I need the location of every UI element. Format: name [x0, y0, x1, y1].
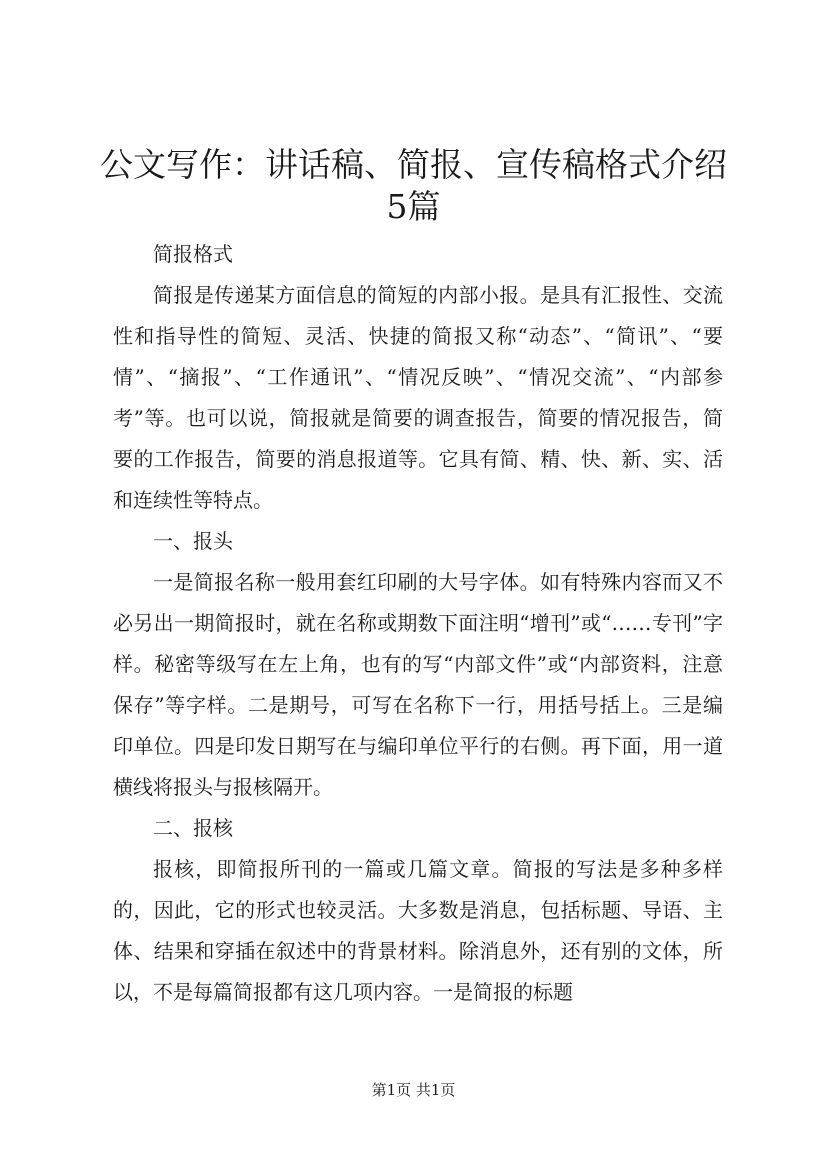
- paragraph-intro: 简报是传递某方面信息的简短的内部小报。是具有汇报性、交流性和指导性的简短、灵活、快捷的简报又称“动态”、“简讯”、“要情”、“摘报”、“工作通讯”、“情况反映”、“情况交流”、“内部参考”等。也可以说，简报就是简要的调查报告，简要的情况报告，简要的工作报告，简要的消息报道等。它具有简、精、快、新、实、活和连续性等特点。: [113, 283, 723, 512]
- document-body: [113, 234, 723, 1013]
- page-footer: 第1页 共1页: [371, 1081, 456, 1099]
- section-heading-core: 二、报核: [153, 816, 233, 840]
- section-heading-masthead: 一、报头: [153, 529, 233, 553]
- paragraph-masthead: 一是简报名称一般用套红印刷的大号字体。如有特殊内容而又不必另出一期简报时，就在名称或期数下面注明“增刊”或“……专刊”字样。秘密等级写在左上角，也有的写“内部文件”或“内部资料，注意保存”等字样。二是期号，可写在名称下一行，用括号括上。三是编印单位。四是印发日期写在与编印单位平行的右侧。再下面，用一道横线将报头与报核隔开。: [113, 570, 723, 799]
- paragraph-core: 报核，即简报所刊的一篇或几篇文章。简报的写法是多种多样的，因此，它的形式也较灵活。大多数是消息，包括标题、导语、主体、结果和穿插在叙述中的背景材料。除消息外，还有别的文体，所以，不是每篇简报都有这几项内容。一是简报的标题: [113, 857, 723, 1004]
- document-title: 公文写作：讲话稿、简报、宣传稿格式介绍5篇: [100, 145, 727, 226]
- section-heading-format: 简报格式: [153, 242, 233, 266]
